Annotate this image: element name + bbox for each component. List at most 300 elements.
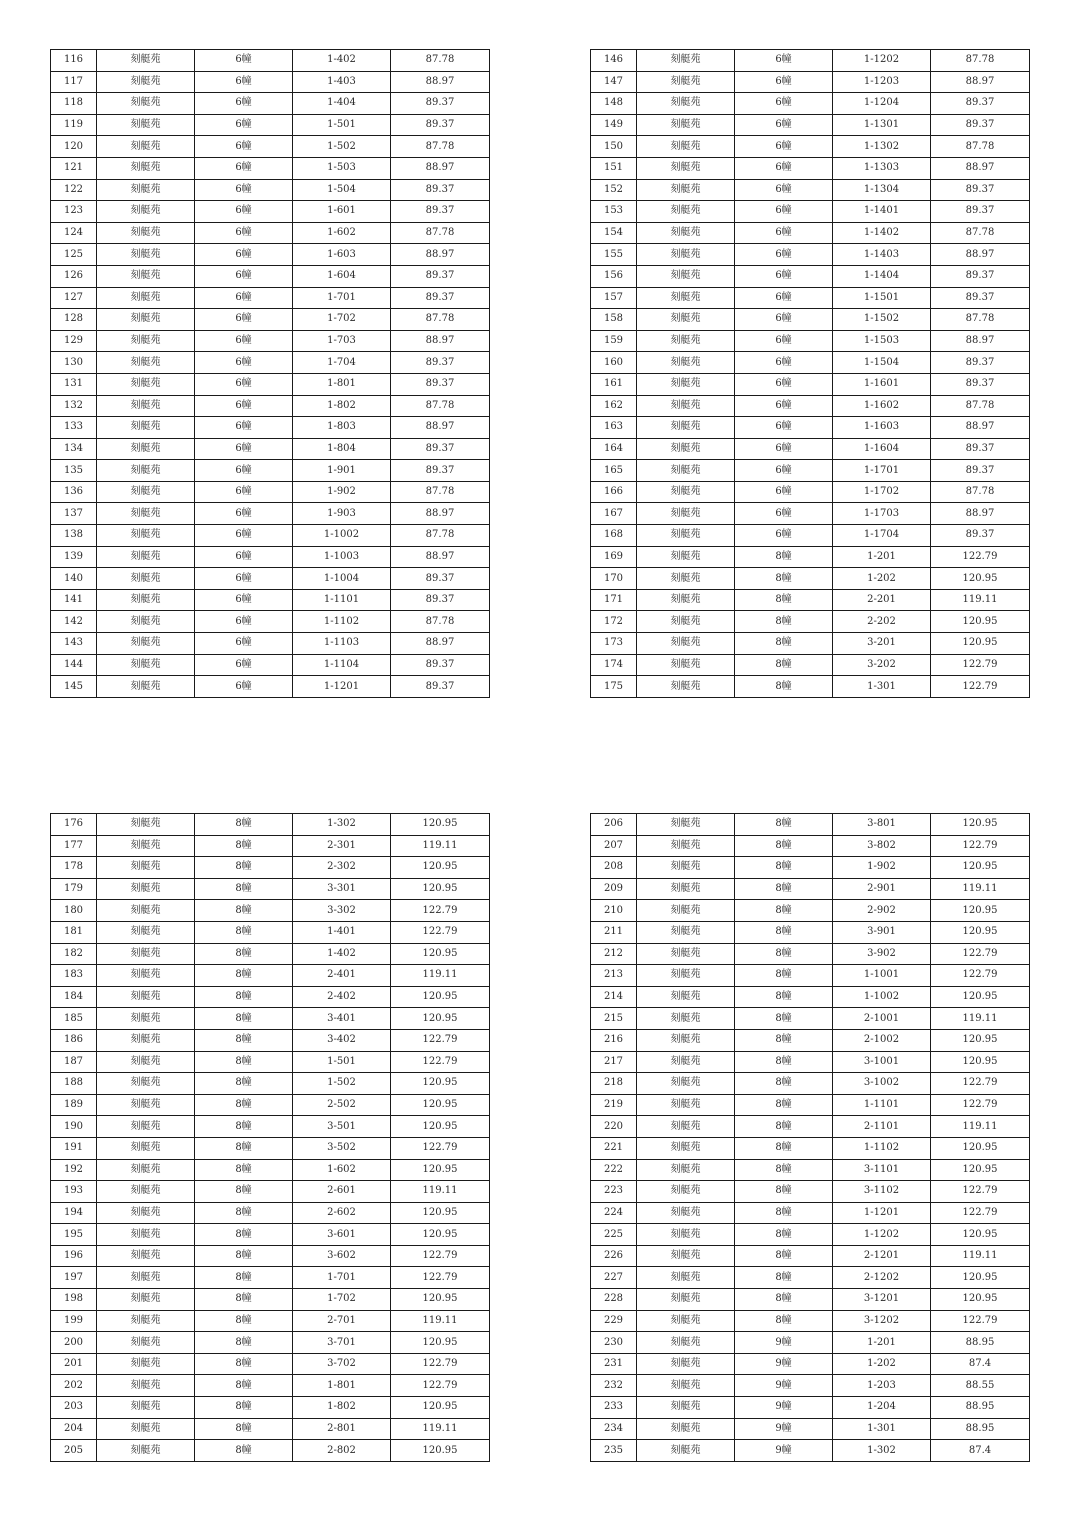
- cell-building: 6幢: [735, 352, 833, 374]
- cell-unit: 1-803: [293, 417, 391, 439]
- table-row: [51, 1094, 490, 1116]
- cell-unit: 1-1704: [833, 525, 931, 547]
- cell-unit: 1-1401: [833, 201, 931, 223]
- table-row: [591, 1375, 1030, 1397]
- cell-area: 87.78: [931, 136, 1030, 158]
- table-row: [591, 1397, 1030, 1419]
- cell-estate: 刻艇苑: [637, 546, 735, 568]
- table-row: [51, 1332, 490, 1354]
- cell-unit: 1-1102: [293, 611, 391, 633]
- table-row: [591, 287, 1030, 309]
- table-row: [591, 352, 1030, 374]
- cell-building: 8幢: [735, 1289, 833, 1311]
- cell-index: 121: [51, 157, 97, 179]
- cell-unit: 1-402: [293, 943, 391, 965]
- cell-area: 122.79: [931, 1202, 1030, 1224]
- cell-area: 120.95: [391, 1289, 490, 1311]
- cell-unit: 1-1504: [833, 352, 931, 374]
- cell-area: 89.37: [931, 114, 1030, 136]
- cell-estate: 刻艇苑: [97, 1202, 195, 1224]
- cell-area: 88.95: [931, 1397, 1030, 1419]
- cell-area: 120.95: [931, 611, 1030, 633]
- cell-index: 226: [591, 1245, 637, 1267]
- cell-area: 87.78: [391, 222, 490, 244]
- cell-unit: 2-1002: [833, 1029, 931, 1051]
- table-row: [51, 525, 490, 547]
- cell-index: 143: [51, 633, 97, 655]
- cell-building: 6幢: [735, 395, 833, 417]
- cell-unit: 1-1701: [833, 460, 931, 482]
- cell-index: 229: [591, 1310, 637, 1332]
- cell-area: 119.11: [391, 835, 490, 857]
- cell-unit: 1-702: [293, 1289, 391, 1311]
- cell-building: 8幢: [195, 1202, 293, 1224]
- table-row: [51, 157, 490, 179]
- cell-estate: 刻艇苑: [97, 1310, 195, 1332]
- cell-index: 212: [591, 943, 637, 965]
- cell-index: 149: [591, 114, 637, 136]
- cell-building: 6幢: [195, 460, 293, 482]
- cell-unit: 1-1702: [833, 481, 931, 503]
- cell-index: 134: [51, 438, 97, 460]
- cell-estate: 刻艇苑: [637, 1440, 735, 1462]
- cell-estate: 刻艇苑: [637, 1094, 735, 1116]
- cell-index: 136: [51, 481, 97, 503]
- cell-building: 6幢: [195, 265, 293, 287]
- cell-estate: 刻艇苑: [637, 1181, 735, 1203]
- cell-building: 6幢: [195, 611, 293, 633]
- cell-index: 215: [591, 1008, 637, 1030]
- cell-unit: 1-1603: [833, 417, 931, 439]
- cell-index: 177: [51, 835, 97, 857]
- cell-estate: 刻艇苑: [637, 676, 735, 698]
- cell-area: 120.95: [391, 1116, 490, 1138]
- cell-building: 9幢: [735, 1418, 833, 1440]
- table-row: [51, 50, 490, 72]
- cell-estate: 刻艇苑: [637, 814, 735, 836]
- cell-unit: 1-1402: [833, 222, 931, 244]
- cell-building: 6幢: [195, 589, 293, 611]
- cell-area: 119.11: [391, 1310, 490, 1332]
- table-row: [591, 503, 1030, 525]
- cell-unit: 1-1202: [833, 50, 931, 72]
- cell-index: 161: [591, 373, 637, 395]
- cell-index: 148: [591, 93, 637, 115]
- cell-building: 8幢: [735, 878, 833, 900]
- cell-index: 155: [591, 244, 637, 266]
- cell-estate: 刻艇苑: [97, 114, 195, 136]
- table-row: [591, 676, 1030, 698]
- cell-index: 147: [591, 71, 637, 93]
- cell-area: 89.37: [391, 287, 490, 309]
- cell-building: 8幢: [735, 965, 833, 987]
- cell-estate: 刻艇苑: [637, 1267, 735, 1289]
- cell-index: 167: [591, 503, 637, 525]
- cell-area: 120.95: [931, 1137, 1030, 1159]
- cell-area: 89.37: [931, 352, 1030, 374]
- cell-unit: 1-201: [833, 1332, 931, 1354]
- cell-building: 8幢: [735, 611, 833, 633]
- cell-estate: 刻艇苑: [97, 1159, 195, 1181]
- table-row: [591, 1224, 1030, 1246]
- table-row: [591, 654, 1030, 676]
- table-row: [591, 900, 1030, 922]
- cell-index: 225: [591, 1224, 637, 1246]
- cell-index: 125: [51, 244, 97, 266]
- cell-unit: 2-901: [833, 878, 931, 900]
- cell-estate: 刻艇苑: [97, 1073, 195, 1095]
- cell-building: 6幢: [735, 244, 833, 266]
- cell-index: 162: [591, 395, 637, 417]
- cell-building: 8幢: [735, 857, 833, 879]
- cell-unit: 2-601: [293, 1181, 391, 1203]
- cell-building: 8幢: [735, 676, 833, 698]
- cell-index: 150: [591, 136, 637, 158]
- cell-area: 88.97: [391, 546, 490, 568]
- cell-building: 6幢: [195, 503, 293, 525]
- cell-unit: 1-201: [833, 546, 931, 568]
- cell-unit: 1-1604: [833, 438, 931, 460]
- cell-building: 6幢: [735, 438, 833, 460]
- cell-estate: 刻艇苑: [637, 309, 735, 331]
- table-row: [591, 1418, 1030, 1440]
- cell-unit: 2-202: [833, 611, 931, 633]
- cell-building: 8幢: [735, 1029, 833, 1051]
- cell-index: 187: [51, 1051, 97, 1073]
- cell-unit: 3-802: [833, 835, 931, 857]
- cell-building: 8幢: [735, 1137, 833, 1159]
- cell-estate: 刻艇苑: [97, 1245, 195, 1267]
- cell-estate: 刻艇苑: [637, 835, 735, 857]
- cell-estate: 刻艇苑: [637, 1029, 735, 1051]
- cell-estate: 刻艇苑: [637, 878, 735, 900]
- cell-area: 89.37: [391, 460, 490, 482]
- cell-area: 120.95: [931, 1029, 1030, 1051]
- cell-area: 87.78: [391, 309, 490, 331]
- cell-estate: 刻艇苑: [97, 222, 195, 244]
- cell-estate: 刻艇苑: [637, 1289, 735, 1311]
- cell-unit: 1-1102: [833, 1137, 931, 1159]
- cell-area: 88.97: [391, 71, 490, 93]
- cell-index: 190: [51, 1116, 97, 1138]
- cell-building: 8幢: [195, 814, 293, 836]
- cell-estate: 刻艇苑: [97, 965, 195, 987]
- cell-building: 8幢: [195, 1310, 293, 1332]
- cell-building: 6幢: [195, 201, 293, 223]
- cell-building: 9幢: [735, 1353, 833, 1375]
- cell-area: 88.95: [931, 1418, 1030, 1440]
- cell-building: 8幢: [195, 1332, 293, 1354]
- cell-index: 117: [51, 71, 97, 93]
- cell-estate: 刻艇苑: [97, 244, 195, 266]
- cell-index: 120: [51, 136, 97, 158]
- cell-estate: 刻艇苑: [97, 1137, 195, 1159]
- cell-area: 87.78: [391, 395, 490, 417]
- cell-estate: 刻艇苑: [97, 835, 195, 857]
- cell-estate: 刻艇苑: [97, 179, 195, 201]
- cell-area: 120.95: [931, 986, 1030, 1008]
- cell-index: 203: [51, 1397, 97, 1419]
- cell-area: 120.95: [391, 1332, 490, 1354]
- cell-unit: 1-1003: [293, 546, 391, 568]
- cell-building: 8幢: [735, 546, 833, 568]
- cell-index: 124: [51, 222, 97, 244]
- cell-unit: 1-702: [293, 309, 391, 331]
- table-row: [51, 943, 490, 965]
- table-row: [591, 1029, 1030, 1051]
- cell-estate: 刻艇苑: [637, 93, 735, 115]
- cell-building: 6幢: [195, 481, 293, 503]
- cell-estate: 刻艇苑: [97, 395, 195, 417]
- table-row: [51, 1245, 490, 1267]
- cell-estate: 刻艇苑: [637, 986, 735, 1008]
- cell-index: 176: [51, 814, 97, 836]
- cell-unit: 1-501: [293, 114, 391, 136]
- data-table-4: [590, 813, 1030, 1462]
- table-row: [51, 438, 490, 460]
- cell-area: 122.79: [931, 546, 1030, 568]
- cell-index: 223: [591, 1181, 637, 1203]
- cell-unit: 1-502: [293, 136, 391, 158]
- table-row: [591, 611, 1030, 633]
- cell-unit: 3-501: [293, 1116, 391, 1138]
- cell-area: 122.79: [931, 1181, 1030, 1203]
- cell-unit: 2-201: [833, 589, 931, 611]
- cell-index: 235: [591, 1440, 637, 1462]
- cell-area: 88.97: [931, 157, 1030, 179]
- cell-index: 164: [591, 438, 637, 460]
- cell-unit: 3-1101: [833, 1159, 931, 1181]
- cell-unit: 1-503: [293, 157, 391, 179]
- cell-area: 87.4: [931, 1353, 1030, 1375]
- table-row: [51, 1267, 490, 1289]
- table-row: [51, 1051, 490, 1073]
- cell-index: 206: [591, 814, 637, 836]
- table-row: [51, 460, 490, 482]
- cell-index: 156: [591, 265, 637, 287]
- cell-index: 216: [591, 1029, 637, 1051]
- table-row: [51, 1159, 490, 1181]
- cell-building: 8幢: [195, 1008, 293, 1030]
- cell-building: 6幢: [195, 157, 293, 179]
- cell-unit: 1-1104: [293, 654, 391, 676]
- cell-index: 141: [51, 589, 97, 611]
- cell-area: 122.79: [391, 1245, 490, 1267]
- table-row: [51, 546, 490, 568]
- cell-area: 120.95: [391, 943, 490, 965]
- cell-index: 157: [591, 287, 637, 309]
- cell-estate: 刻艇苑: [637, 525, 735, 547]
- cell-unit: 1-1002: [293, 525, 391, 547]
- table-row: [51, 965, 490, 987]
- cell-building: 8幢: [735, 1116, 833, 1138]
- cell-unit: 3-902: [833, 943, 931, 965]
- cell-building: 6幢: [195, 50, 293, 72]
- cell-estate: 刻艇苑: [637, 157, 735, 179]
- cell-unit: 3-601: [293, 1224, 391, 1246]
- cell-area: 87.78: [391, 611, 490, 633]
- cell-estate: 刻艇苑: [97, 1181, 195, 1203]
- table-body: [591, 50, 1030, 698]
- cell-index: 224: [591, 1202, 637, 1224]
- cell-unit: 1-302: [293, 814, 391, 836]
- table-row: [51, 654, 490, 676]
- cell-estate: 刻艇苑: [97, 373, 195, 395]
- data-table-2: [590, 49, 1030, 698]
- cell-building: 6幢: [735, 309, 833, 331]
- table-row: [591, 1181, 1030, 1203]
- cell-unit: 2-1001: [833, 1008, 931, 1030]
- cell-index: 196: [51, 1245, 97, 1267]
- cell-estate: 刻艇苑: [637, 244, 735, 266]
- cell-building: 8幢: [735, 633, 833, 655]
- table-row: [51, 900, 490, 922]
- cell-area: 120.95: [391, 1008, 490, 1030]
- table-row: [591, 1353, 1030, 1375]
- cell-building: 8幢: [195, 943, 293, 965]
- cell-unit: 1-903: [293, 503, 391, 525]
- table-row: [591, 244, 1030, 266]
- cell-estate: 刻艇苑: [97, 986, 195, 1008]
- table-row: [591, 1137, 1030, 1159]
- cell-estate: 刻艇苑: [637, 1332, 735, 1354]
- cell-index: 178: [51, 857, 97, 879]
- cell-unit: 3-202: [833, 654, 931, 676]
- cell-building: 6幢: [735, 114, 833, 136]
- cell-area: 89.37: [931, 525, 1030, 547]
- cell-area: 89.37: [931, 460, 1030, 482]
- cell-index: 219: [591, 1094, 637, 1116]
- cell-index: 146: [591, 50, 637, 72]
- cell-estate: 刻艇苑: [637, 1245, 735, 1267]
- cell-index: 182: [51, 943, 97, 965]
- cell-estate: 刻艇苑: [637, 1224, 735, 1246]
- cell-index: 181: [51, 921, 97, 943]
- cell-unit: 1-802: [293, 395, 391, 417]
- cell-estate: 刻艇苑: [637, 417, 735, 439]
- cell-estate: 刻艇苑: [637, 287, 735, 309]
- cell-index: 152: [591, 179, 637, 201]
- cell-index: 138: [51, 525, 97, 547]
- cell-area: 89.37: [931, 93, 1030, 115]
- cell-building: 9幢: [735, 1440, 833, 1462]
- table-row: [51, 676, 490, 698]
- cell-unit: 2-602: [293, 1202, 391, 1224]
- cell-index: 175: [591, 676, 637, 698]
- cell-building: 8幢: [735, 1202, 833, 1224]
- cell-unit: 1-501: [293, 1051, 391, 1073]
- cell-index: 230: [591, 1332, 637, 1354]
- cell-estate: 刻艇苑: [637, 1353, 735, 1375]
- table-row: [51, 1137, 490, 1159]
- cell-unit: 1-804: [293, 438, 391, 460]
- cell-unit: 3-801: [833, 814, 931, 836]
- table-row: [51, 1418, 490, 1440]
- cell-estate: 刻艇苑: [637, 71, 735, 93]
- cell-unit: 1-404: [293, 93, 391, 115]
- cell-index: 191: [51, 1137, 97, 1159]
- cell-estate: 刻艇苑: [97, 1267, 195, 1289]
- cell-area: 89.37: [391, 438, 490, 460]
- cell-unit: 1-1502: [833, 309, 931, 331]
- cell-estate: 刻艇苑: [97, 921, 195, 943]
- cell-index: 132: [51, 395, 97, 417]
- cell-unit: 1-1101: [833, 1094, 931, 1116]
- cell-unit: 1-1301: [833, 114, 931, 136]
- cell-index: 197: [51, 1267, 97, 1289]
- cell-unit: 1-704: [293, 352, 391, 374]
- table-row: [591, 265, 1030, 287]
- cell-unit: 1-1503: [833, 330, 931, 352]
- cell-estate: 刻艇苑: [637, 136, 735, 158]
- cell-building: 8幢: [735, 1245, 833, 1267]
- cell-area: 88.97: [931, 330, 1030, 352]
- cell-building: 8幢: [195, 878, 293, 900]
- cell-area: 88.97: [931, 244, 1030, 266]
- cell-index: 153: [591, 201, 637, 223]
- cell-unit: 1-1001: [833, 965, 931, 987]
- cell-index: 154: [591, 222, 637, 244]
- cell-area: 120.95: [391, 1159, 490, 1181]
- cell-area: 119.11: [931, 1116, 1030, 1138]
- cell-unit: 2-301: [293, 835, 391, 857]
- cell-index: 193: [51, 1181, 97, 1203]
- table-row: [51, 481, 490, 503]
- cell-area: 87.4: [931, 1440, 1030, 1462]
- cell-building: 8幢: [735, 1008, 833, 1030]
- cell-building: 6幢: [735, 136, 833, 158]
- table-row: [51, 309, 490, 331]
- table-row: [591, 1440, 1030, 1462]
- table-row: [591, 814, 1030, 836]
- table-row: [591, 589, 1030, 611]
- table-row: [51, 136, 490, 158]
- cell-estate: 刻艇苑: [637, 330, 735, 352]
- cell-area: 88.95: [931, 1332, 1030, 1354]
- cell-index: 127: [51, 287, 97, 309]
- cell-estate: 刻艇苑: [97, 50, 195, 72]
- table-row: [51, 1224, 490, 1246]
- cell-area: 89.37: [391, 265, 490, 287]
- cell-area: 120.95: [931, 568, 1030, 590]
- table-row: [51, 179, 490, 201]
- table-row: [51, 1029, 490, 1051]
- cell-area: 88.97: [931, 71, 1030, 93]
- cell-estate: 刻艇苑: [97, 1224, 195, 1246]
- cell-area: 88.97: [931, 503, 1030, 525]
- cell-unit: 1-202: [833, 568, 931, 590]
- cell-unit: 1-601: [293, 201, 391, 223]
- cell-building: 6幢: [195, 114, 293, 136]
- cell-index: 122: [51, 179, 97, 201]
- cell-area: 122.79: [931, 943, 1030, 965]
- cell-area: 120.95: [391, 1224, 490, 1246]
- cell-area: 122.79: [391, 921, 490, 943]
- cell-unit: 1-703: [293, 330, 391, 352]
- table-row: [591, 878, 1030, 900]
- cell-unit: 1-701: [293, 1267, 391, 1289]
- cell-index: 214: [591, 986, 637, 1008]
- cell-index: 208: [591, 857, 637, 879]
- cell-index: 169: [591, 546, 637, 568]
- cell-area: 89.37: [391, 114, 490, 136]
- cell-building: 8幢: [195, 900, 293, 922]
- cell-area: 87.78: [931, 481, 1030, 503]
- cell-estate: 刻艇苑: [97, 503, 195, 525]
- cell-index: 201: [51, 1353, 97, 1375]
- cell-building: 9幢: [735, 1375, 833, 1397]
- cell-building: 8幢: [735, 943, 833, 965]
